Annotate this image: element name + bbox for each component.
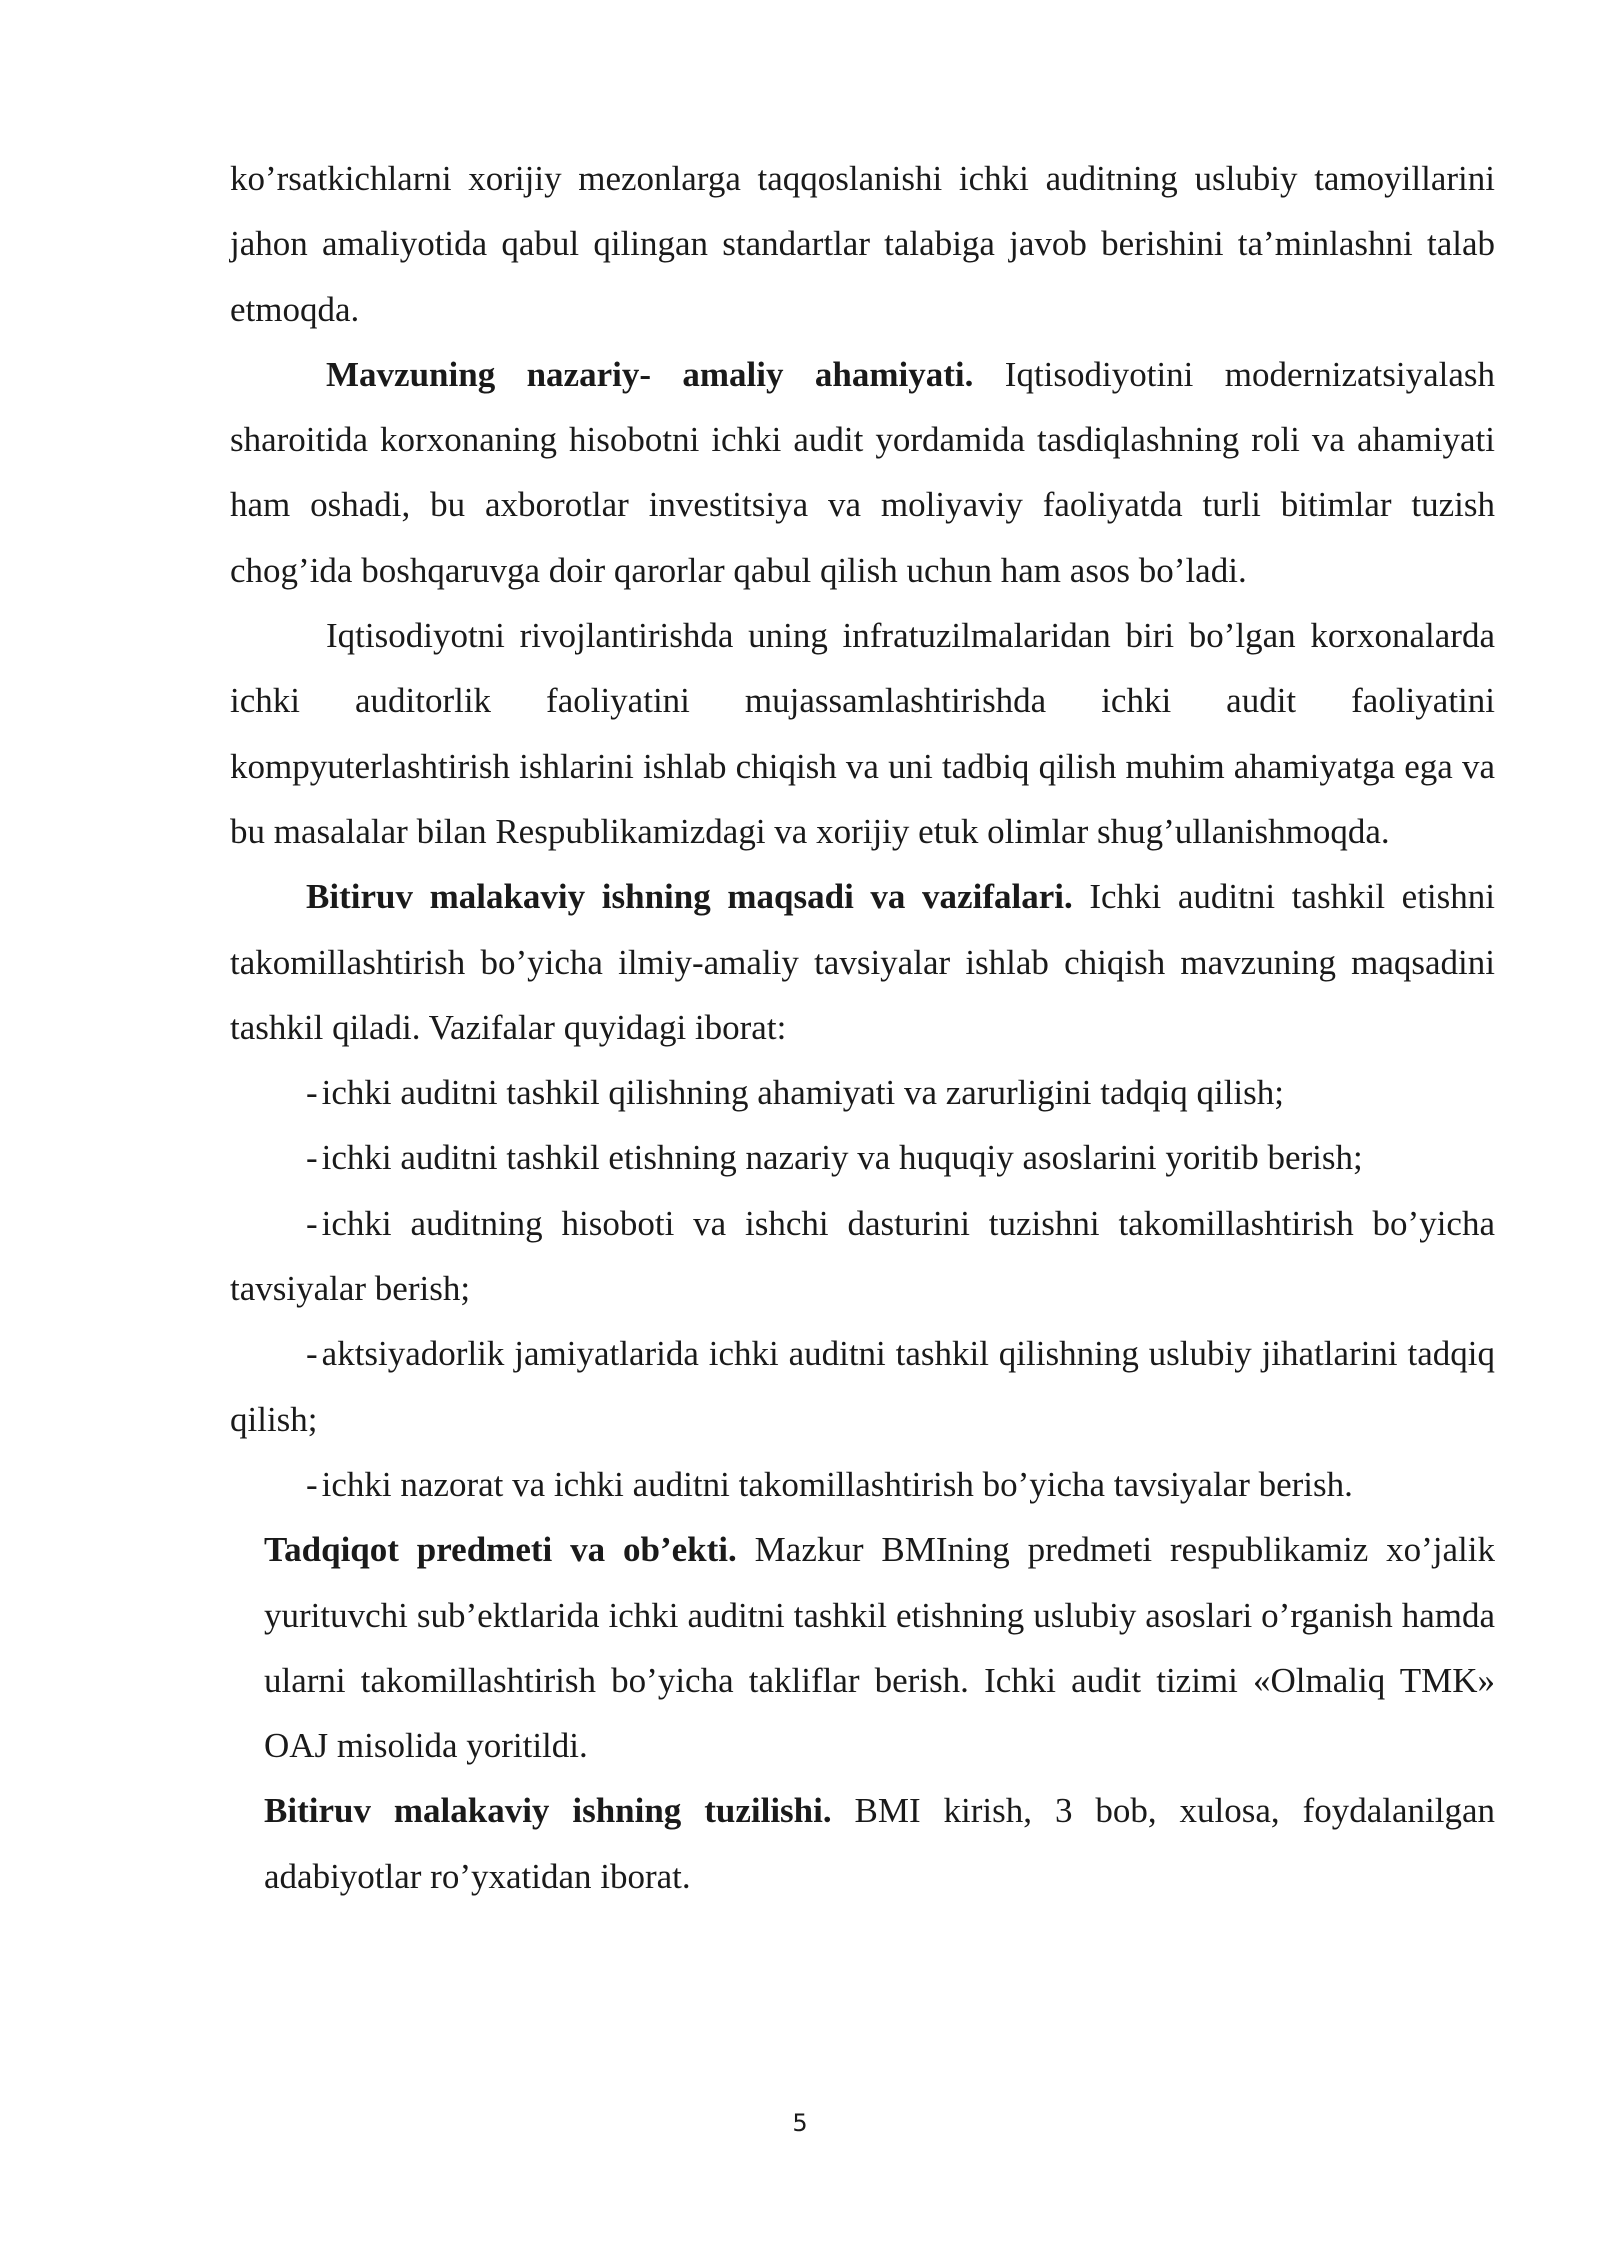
paragraph-text: Ichki auditni tashkil etishni takomillashtirish bo’yicha ilmiy-amaliy tavsiyalar ishlab chiqish mavzuning maqsadini tashkil qiladi. Vazifalar quyidagi iborat: bbox=[230, 877, 1495, 1047]
task-dash: - bbox=[306, 1464, 318, 1504]
task-text: ichki auditning hisoboti va ishchi dasturini tuzishni takomillashtirish bo’yicha tavsiyalar berish; bbox=[230, 1203, 1495, 1309]
paragraph-heading: Bitiruv malakaviy ishning tuzilishi. bbox=[264, 1791, 832, 1831]
task-text: ichki auditni tashkil etishning nazariy va huquqiy asoslarini yoritib berish; bbox=[321, 1138, 1363, 1178]
paragraph-heading: Mavzuning nazariy- amaliy ahamiyati. bbox=[326, 354, 974, 394]
paragraph-significance bbox=[230, 342, 1495, 603]
paragraph-structure bbox=[264, 1778, 1495, 1909]
paragraph-text: ko’rsatkichlarni xorijiy mezonlarga taqqoslanishi ichki auditning uslubiy tamoyillarini jahon amaliyotida qabul qilingan standartlar talabiga javob berishini ta’minlashni talab etmoqda. bbox=[230, 159, 1495, 329]
task-item bbox=[230, 1452, 1495, 1517]
task-dash: - bbox=[306, 1334, 318, 1374]
task-text: ichki nazorat va ichki auditni takomillashtirish bo’yicha tavsiyalar berish. bbox=[321, 1464, 1353, 1504]
paragraph-heading: Bitiruv malakaviy ishning maqsadi va vazifalari. bbox=[306, 877, 1073, 917]
task-dash: - bbox=[306, 1203, 318, 1243]
task-item bbox=[230, 1191, 1495, 1322]
task-text: aktsiyadorlik jamiyatlarida ichki auditni tashkil qilishning uslubiy jihatlarini tadqiq qilish; bbox=[230, 1334, 1495, 1439]
paragraph-text: BMI kirish, 3 bob, xulosa, foydalanilgan adabiyotlar ro’yxatidan iborat. bbox=[264, 1791, 1495, 1896]
page-number: 5 bbox=[792, 2109, 808, 2137]
paragraph-continuation bbox=[230, 146, 1495, 342]
task-item bbox=[230, 1125, 1495, 1190]
paragraph-goals bbox=[230, 864, 1495, 1060]
paragraph-economy bbox=[230, 603, 1495, 864]
page-body bbox=[230, 146, 1495, 1909]
task-dash: - bbox=[306, 1073, 318, 1113]
paragraph-subject bbox=[264, 1517, 1495, 1778]
paragraph-text: Iqtisodiyotni rivojlantirishda uning infratuzilmalaridan biri bo’lgan korxonalarda ichki auditorlik faoliyatini mujassamlashtirishda ichki audit faoliyatini kompyuterlashtirish ishlarini ishlab chiqish va uni tadbiq qilish muhim ahamiyatga ega va bu masalalar bilan Respublikamizdagi va xorijiy etuk olimlar shug’ullanishmoqda. bbox=[230, 616, 1495, 851]
paragraph-heading: Tadqiqot predmeti va ob’ekti. bbox=[264, 1530, 737, 1570]
paragraph-text: Iqtisodiyotini modernizatsiyalash sharoitida korxonaning hisobotni ichki audit yordamida tasdiqlashning roli va ahamiyati ham oshadi, bu axborotlar investitsiya va moliyaviy faoliyatda turli bitimlar tuzish chog’ida boshqaruvga doir qarorlar qabul qilish uchun ham asos bo’ladi. bbox=[230, 354, 1496, 590]
task-item bbox=[230, 1060, 1495, 1125]
paragraph-text: Mazkur BMIning predmeti respublikamiz xo’jalik yurituvchi sub’ektlarida ichki auditni tashkil etishning uslubiy asoslari o’rganish hamda ularni takomillashtirish bo’yicha takliflar berish. Ichki audit tizimi «Olmaliq TMK» OAJ misolida yoritildi. bbox=[264, 1530, 1495, 1766]
task-item bbox=[230, 1321, 1495, 1452]
task-text: ichki auditni tashkil qilishning ahamiyati va zarurligini tadqiq qilish; bbox=[321, 1073, 1285, 1113]
task-dash: - bbox=[306, 1138, 318, 1178]
